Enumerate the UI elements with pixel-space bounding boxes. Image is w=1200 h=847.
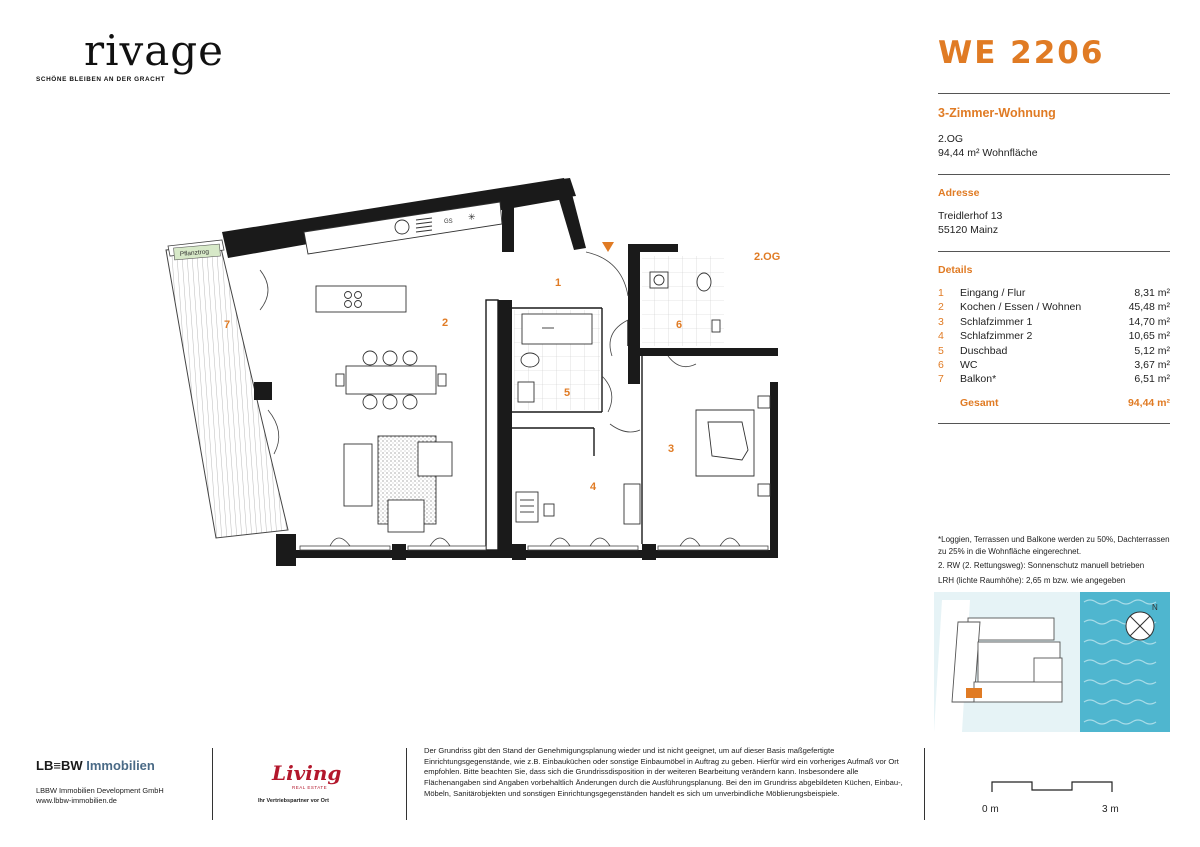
address-street: Treidlerhof 13 — [938, 210, 1003, 222]
living-furniture — [344, 436, 452, 532]
living-logo — [248, 750, 358, 810]
bedroom-2-furniture — [516, 484, 640, 524]
address-city: 55120 Mainz — [938, 224, 999, 236]
room-label-4: 4 — [590, 481, 597, 493]
unit-type: 3-Zimmer-Wohnung — [938, 106, 1056, 120]
unit-summary — [938, 94, 1170, 174]
brand-tagline: SCHÖNE BLEIBEN AN DER GRACHT — [36, 76, 166, 83]
water-area — [1080, 592, 1170, 732]
kitchen-island — [316, 286, 406, 312]
room-label-3: 3 — [668, 443, 675, 455]
svg-text:✳: ✳ — [468, 213, 476, 223]
room-label-7: 7 — [224, 319, 231, 331]
north-label: N — [1152, 603, 1158, 612]
info-panel — [938, 35, 1170, 424]
rivage-logo — [36, 26, 226, 92]
svg-text:3 m: 3 m — [1102, 804, 1119, 815]
brand-name: rivage — [84, 26, 225, 75]
unit-location-marker — [966, 688, 982, 698]
scale-bar — [980, 766, 1130, 816]
footer — [36, 744, 1170, 824]
floor-label: 2.OG — [754, 251, 781, 263]
room-label-6: 6 — [676, 319, 683, 331]
floor-plan — [150, 160, 800, 580]
lbbw-logo: LB≡BW Immobilien — [36, 758, 155, 773]
details-heading: Details — [938, 264, 973, 276]
divider — [406, 748, 407, 820]
divider — [938, 423, 1170, 424]
divider — [924, 748, 925, 820]
entrance-arrow-icon — [602, 242, 614, 252]
dishwasher-label: GS — [444, 219, 453, 225]
room-row: 7 Balkon* 6,51 m² — [938, 373, 1170, 386]
address-section — [938, 175, 1170, 251]
planter-label: Pflanztrog — [179, 248, 210, 258]
company-url: www.lbbw-immobilien.de — [36, 796, 117, 805]
footnote: LRH (lichte Raumhöhe): 2,65 m bzw. wie angegeben — [938, 575, 1126, 585]
room-label-2: 2 — [442, 317, 449, 329]
total-row: Gesamt 94,44 m² — [960, 396, 1170, 409]
footnote: 2. RW (2. Rettungsweg): Sonnenschutz manuell betrieben — [938, 561, 1145, 570]
sink-icon — [395, 220, 409, 234]
room-row: 1 Eingang / Flur 8,31 m² — [938, 287, 1170, 299]
svg-text:Living: Living — [272, 761, 342, 785]
room-label-5: 5 — [564, 387, 571, 399]
wc-tiles — [642, 256, 724, 346]
footnote: *Loggien, Terrassen und Balkone werden zu 50%, Dachterrassen zu 25% in die Wohnfläche eingerechnet. — [938, 535, 1170, 556]
svg-text:Ihr Vertriebspartner vor Ort: Ihr Vertriebspartner vor Ort — [258, 798, 329, 804]
room-row: 3 Schlafzimmer 1 14,70 m² — [938, 315, 1170, 328]
unit-area: 94,44 m² Wohnfläche — [938, 147, 1038, 159]
unit-title: WE 2206 — [938, 35, 1105, 71]
room-row: 6 WC 3,67 m² — [938, 359, 1170, 372]
company-name: LBBW Immobilien Development GmbH — [36, 786, 164, 795]
company-info — [36, 786, 164, 806]
room-row: 5 Duschbad 5,12 m² — [938, 344, 1170, 357]
room-row: 2 Kochen / Essen / Wohnen 45,48 m² — [938, 301, 1170, 314]
room-label-1: 1 — [555, 277, 562, 289]
site-plan-map — [934, 592, 1170, 732]
dining-table — [336, 351, 446, 409]
svg-text:REAL ESTATE: REAL ESTATE — [292, 785, 328, 790]
bedroom-1-furniture — [696, 396, 770, 496]
details-section — [938, 252, 1170, 423]
disclaimer: Der Grundriss gibt den Stand der Genehmigungsplanung wieder und ist nicht geeignet, um auf dieser Basis maßgefertigte Einrichtungsgegenstände, wie z.B. Einbauküchen oder sonstige Einbaumöbel in Auftrag zu geben. Hierfür wird ein vorheriges Aufmaß vor Ort empfohlen. Bitte beachten Sie, dass sich die Grundrissdisposition in der weiteren Bearbeitung verändern kann. Insbesondere alle Flächenangaben sind Angaben vorbehaltlich Änderungen durch die Ausführungsplanung. Bei den im Grundriss abgebildeten Küchen, Einbau-, Möbeln, Sanitärobjekten und sonstigen Einrichtungsgegenständen handelt es sich um unverbindliche Möblierungsbeispiele. — [424, 746, 903, 798]
unit-floor: 2.OG — [938, 133, 964, 145]
divider — [212, 748, 213, 820]
svg-text:0 m: 0 m — [982, 804, 999, 815]
room-row: 4 Schlafzimmer 2 10,65 m² — [938, 330, 1170, 343]
address-heading: Adresse — [938, 187, 980, 199]
footnotes — [938, 534, 1170, 589]
